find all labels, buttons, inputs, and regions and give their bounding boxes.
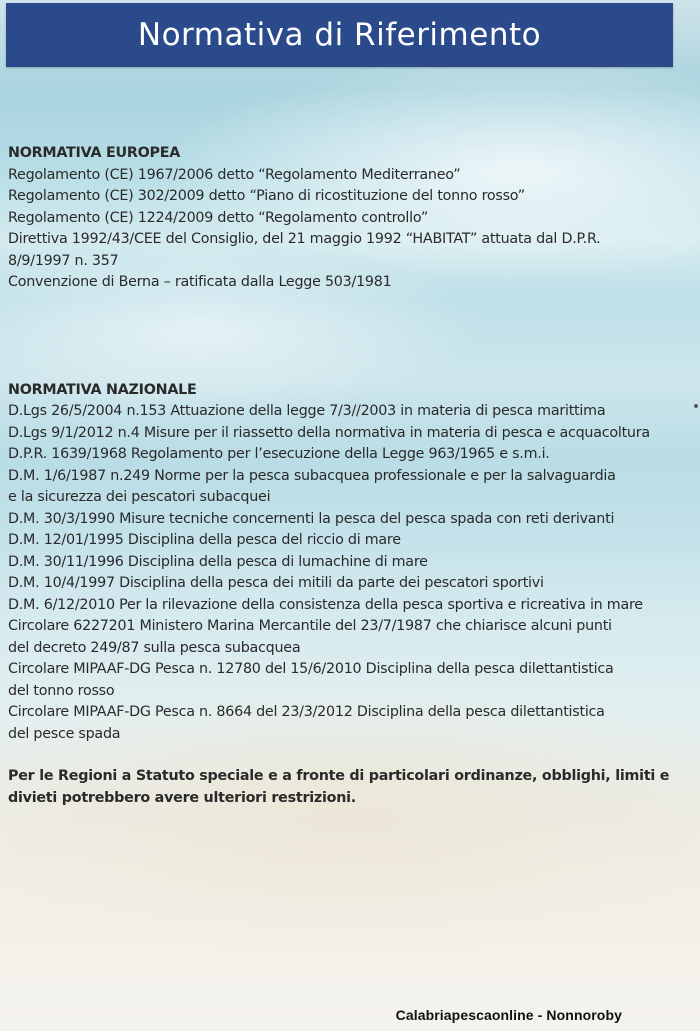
section-heading-europea: NORMATIVA EUROPEA xyxy=(8,145,181,161)
list-item: D.M. 1/6/1987 n.249 Norme per la pesca subacquea professionale e per la salvaguardia xyxy=(8,467,616,484)
list-item: Regolamento (CE) 302/2009 detto “Piano di ricostituzione del tonno rosso” xyxy=(8,188,525,204)
section-normativa-nazionale xyxy=(8,380,680,746)
footer-credit: Calabriapescaonline - Nonnoroby xyxy=(395,1007,622,1023)
list-item: D.Lgs 9/1/2012 n.4 Misure per il riassetto della normativa in materia di pesca e acquacoltura xyxy=(8,424,650,441)
list-item: Circolare MIPAAF-DG Pesca n. 8664 del 23/3/2012 Disciplina della pesca dilettantistica xyxy=(8,704,605,720)
list-item: Circolare MIPAAF-DG Pesca n. 12780 del 15/6/2010 Disciplina della pesca dilettantistica xyxy=(8,661,614,677)
list-item: D.P.R. 1639/1968 Regolamento per l’esecuzione della Legge 963/1965 e s.m.i. xyxy=(8,446,550,462)
list-item: Regolamento (CE) 1967/2006 detto “Regolamento Mediterraneo” xyxy=(8,166,461,183)
list-item: D.M. 30/3/1990 Misure tecniche concernenti la pesca del pesca spada con reti derivanti xyxy=(8,510,615,527)
scan-dot xyxy=(694,404,698,408)
list-item: Direttiva 1992/43/CEE del Consiglio, del 21 maggio 1992 “HABITAT” attuata dal D.P.R. xyxy=(8,231,601,247)
list-item: Regolamento (CE) 1224/2009 detto “Regolamento controllo” xyxy=(8,209,429,226)
list-item: 8/9/1997 n. 357 xyxy=(8,252,119,269)
section-normativa-europea xyxy=(8,143,680,294)
list-item: D.M. 12/01/1995 Disciplina della pesca del riccio di mare xyxy=(8,532,401,548)
list-item: e la sicurezza dei pescatori subacquei xyxy=(8,489,271,505)
list-item: D.M. 30/11/1996 Disciplina della pesca di lumachine di mare xyxy=(8,553,428,570)
list-item: D.Lgs 26/5/2004 n.153 Attuazione della legge 7/3//2003 in materia di pesca marittima xyxy=(8,403,606,419)
section-heading-nazionale: NORMATIVA NAZIONALE xyxy=(8,381,197,398)
list-item: del pesce spada xyxy=(8,725,121,742)
list-item: D.M. 6/12/2010 Per la rilevazione della consistenza della pesca sportiva e ricreativa in mare xyxy=(8,596,643,613)
list-item: del decreto 249/87 sulla pesca subacquea xyxy=(8,639,301,656)
list-item: del tonno rosso xyxy=(8,682,115,699)
list-item: Convenzione di Berna – ratificata dalla Legge 503/1981 xyxy=(8,274,392,290)
document-content xyxy=(8,143,680,823)
list-item: D.M. 10/4/1997 Disciplina della pesca dei mitili da parte dei pescatori sportivi xyxy=(8,575,544,591)
page-title: Normativa di Riferimento xyxy=(137,17,542,53)
title-banner xyxy=(6,3,673,67)
regional-note: Per le Regioni a Statuto speciale e a fronte di particolari ordinanze, obblighi, limiti e divieti potrebbero avere ulteriori restrizioni. xyxy=(8,768,670,806)
list-item: Circolare 6227201 Ministero Marina Mercantile del 23/7/1987 che chiarisce alcuni punti xyxy=(8,618,612,634)
europea-list xyxy=(8,165,680,294)
nazionale-list xyxy=(8,401,680,745)
